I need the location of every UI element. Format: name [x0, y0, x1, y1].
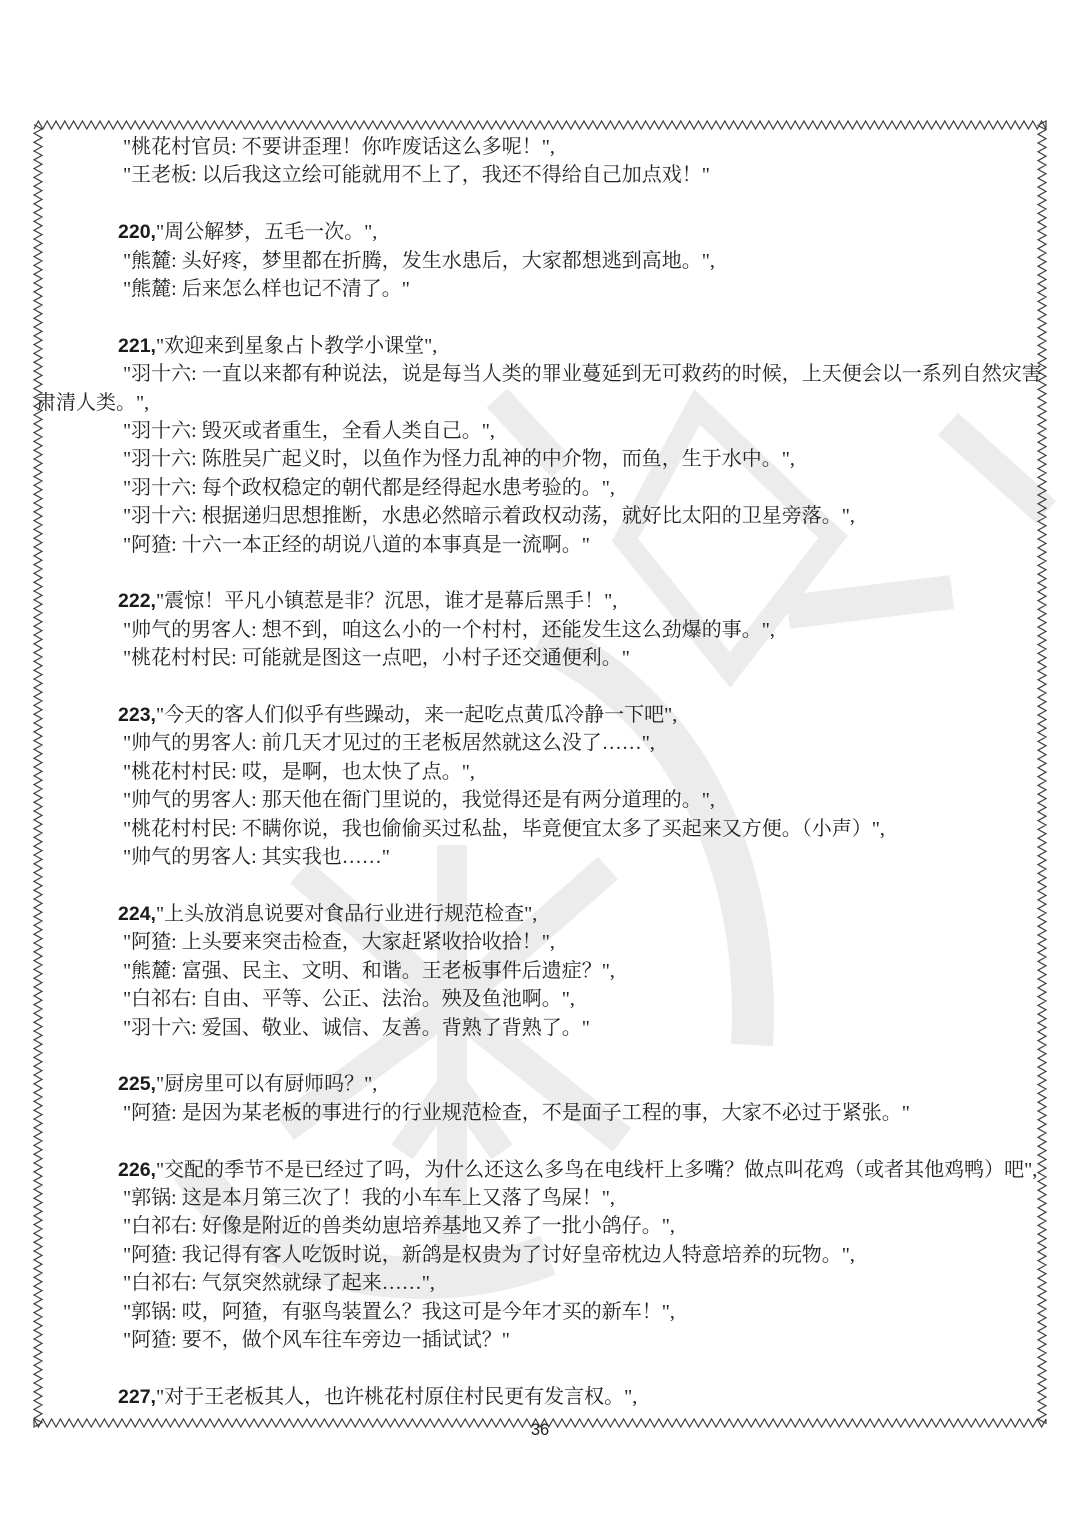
record-number: 227,	[118, 1385, 156, 1408]
dialogue-line: "熊麓: 富强、民主、文明、和谐。王老板事件后遗症？",	[118, 959, 615, 982]
record-head-line	[36, 900, 1046, 928]
dialogue-line: "羽十六: 根据递归思想推断，水患必然暗示着政权动荡，就好比太阳的卫星旁落。",	[118, 505, 855, 528]
record-head-line	[36, 1383, 1046, 1411]
csv-script-text	[36, 133, 1046, 1411]
record-number: 221,	[118, 334, 156, 357]
record-title: "周公解梦，五毛一次。",	[155, 221, 378, 244]
page-number: 36	[530, 1421, 550, 1439]
dialogue-line: "郭锅: 这是本月第三次了！我的小车车上又落了鸟屎！",	[118, 1186, 615, 1209]
dialogue-line: "桃花村村民: 可能就是图这一点吧，小村子还交通便利。"	[118, 647, 630, 670]
dialogue-line: "桃花村官员: 不要讲歪理！你咋废话这么多呢！",	[118, 136, 555, 158]
dialogue-line: "帅气的男客人: 其实我也……"	[118, 846, 390, 869]
record	[36, 133, 1046, 190]
dialogue-line: "羽十六: 毁灭或者重生，全看人类自己。",	[118, 420, 495, 443]
record	[36, 1070, 1046, 1127]
record-number: 225,	[118, 1073, 156, 1096]
dialogue-line: "白祁右: 自由、平等、公正、法治。殃及鱼池啊。",	[118, 988, 575, 1011]
dialogue-line: "王老板: 以后我这立绘可能就用不上了，我还不得给自己加点戏！"	[118, 164, 710, 187]
record-head-line	[36, 1070, 1046, 1098]
dialogue-line: "羽十六: 每个政权稳定的朝代都是经得起水患考验的。",	[118, 476, 615, 499]
dialogue-line: "帅气的男客人: 前几天才见过的王老板居然就这么没了……",	[118, 732, 655, 755]
record	[36, 701, 1046, 871]
dialogue-line: "郭锅: 哎，阿猹，有驱鸟装置么？我这可是今年才买的新车！",	[118, 1300, 675, 1323]
dialogue-line: "帅气的男客人: 想不到，咱这么小的一个村村，还能发生这么劲爆的事。",	[118, 618, 775, 641]
dialogue-line: "阿猹: 十六一本正经的胡说八道的本事真是一流啊。"	[118, 533, 590, 556]
record-title: "交配的季节不是已经过了吗，为什么还这么多鸟在电线杆上多嘴？做点叫花鸡（或者其他鸡鸭）吧",	[155, 1158, 1038, 1181]
record-title: "欢迎来到星象占卜教学小课堂",	[155, 334, 438, 357]
record	[36, 218, 1046, 303]
dialogue-line: "桃花村村民: 不瞒你说，我也偷偷买过私盐，毕竟便宜太多了买起来又方便。（小声）",	[118, 817, 885, 840]
record	[36, 1156, 1046, 1355]
dialogue-line: "阿猹: 是因为某老板的事进行的行业规范检查，不是面子工程的事，大家不必过于紧张。"	[118, 1101, 910, 1124]
record-head-line	[36, 332, 1046, 360]
dialogue-line: "阿猹: 要不，做个风车往车旁边一插试试？"	[118, 1328, 510, 1351]
record-number: 226,	[118, 1158, 156, 1181]
dialogue-line: "阿猹: 我记得有客人吃饭时说，新鸽是权贵为了讨好皇帝枕边人特意培养的玩物。",	[118, 1243, 855, 1266]
dialogue-line: "帅气的男客人: 那天他在衙门里说的，我觉得还是有两分道理的。",	[118, 789, 715, 812]
record-title: "今天的客人们似乎有些躁动，来一起吃点黄瓜冷静一下吧",	[155, 704, 678, 727]
record-title: "对于王老板其人，也许桃花村原住村民更有发言权。",	[155, 1385, 638, 1408]
dialogue-line: "阿猹: 上头要来突击检查，大家赶紧收拾收拾！",	[118, 931, 555, 954]
dialogue-line: "羽十六: 陈胜吴广起义时，以鱼作为怪力乱神的中介物，而鱼，生于水中。",	[118, 448, 795, 471]
dialogue-line: "羽十六: 一直以来都有种说法，说是每当人类的罪业蔓延到无可救药的时候，上天便会以一系列自然灾害肃清人类。",	[36, 363, 1042, 414]
dialogue-line: "熊麓: 头好疼，梦里都在折腾，发生水患后，大家都想逃到高地。",	[118, 249, 715, 272]
record-number: 220,	[118, 221, 156, 244]
dialogue-line: "桃花村村民: 哎，是啊，也太快了点。",	[118, 760, 475, 783]
dialogue-line: "羽十六: 爱国、敬业、诚信、友善。背熟了背熟了。"	[118, 1016, 590, 1039]
record-head-line	[36, 218, 1046, 246]
record-number: 224,	[118, 902, 156, 925]
dialogue-line: "熊麓: 后来怎么样也记不清了。"	[118, 278, 410, 301]
record-title: "震惊！平凡小镇惹是非？沉思，谁才是幕后黑手！",	[155, 590, 618, 613]
dialogue-line: "白祁右: 好像是附近的兽类幼崽培养基地又养了一批小鸽仔。",	[118, 1215, 675, 1238]
record	[36, 332, 1046, 559]
record-head-line	[36, 701, 1046, 729]
record-number: 223,	[118, 704, 156, 727]
dialogue-line: "白祁右: 气氛突然就绿了起来……",	[118, 1272, 435, 1295]
record	[36, 1383, 1046, 1411]
record-title: "厨房里可以有厨师吗？",	[155, 1073, 378, 1096]
record-title: "上头放消息说要对食品行业进行规范检查",	[155, 902, 538, 925]
record	[36, 587, 1046, 672]
record	[36, 900, 1046, 1042]
record-head-line	[36, 587, 1046, 615]
record-head-line	[36, 1156, 1046, 1184]
record-number: 222,	[118, 590, 156, 613]
